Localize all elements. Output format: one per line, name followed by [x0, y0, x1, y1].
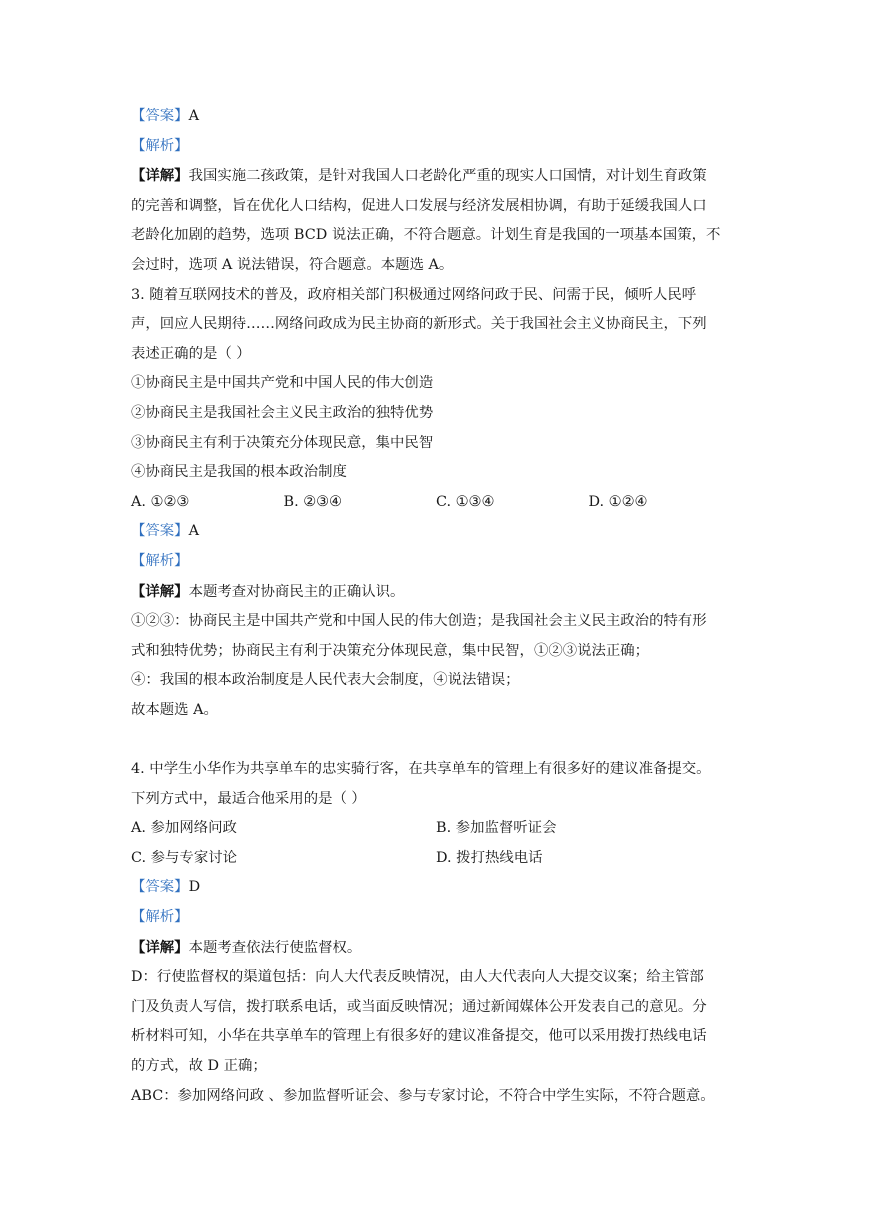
- answer-tag: 【答案】: [131, 108, 189, 124]
- q3-option-d: D. ①②④: [588, 493, 648, 510]
- q2-detail-line-3: 老龄化加剧的趋势，选项 BCD 说法正确，不符合题意。计划生育是我国的一项基本国策，不: [131, 227, 721, 244]
- q3-statement-2: ②协商民主是我国社会主义民主政治的独特优势: [131, 404, 434, 421]
- detail-tag: 【详解】: [131, 582, 189, 600]
- q3-option-a: A. ①②③: [131, 493, 190, 510]
- q3-option-c: C. ①③④: [436, 493, 495, 510]
- q2-analysis-tag: 【解析】: [131, 137, 189, 154]
- q3-statement-1: ①协商民主是中国共产党和中国人民的伟大创造: [131, 375, 434, 392]
- answer-value: A: [188, 523, 199, 540]
- answer-value: A: [188, 108, 199, 124]
- q4-options-row-2: [131, 844, 741, 874]
- q3-detail-line-1: 【详解】本题考查对协商民主的正确认识。: [131, 582, 405, 600]
- q4-detail-line-1: 【详解】本题考查依法行使监督权。: [131, 938, 362, 956]
- q4-detail-line-4: 析材料可知，小华在共享单车的管理上有很多好的建议准备提交，他可以采用拨打热线电话: [131, 1028, 707, 1045]
- q2-detail-line-1: 【详解】我国实施二孩政策，是针对我国人口老龄化严重的现实人口国情，对计划生育政策: [131, 167, 707, 185]
- q3-detail-line-3: 式和独特优势；协商民主有利于决策充分体现民意，集中民智，①②③说法正确；: [131, 642, 650, 659]
- answer-tag: 【答案】: [131, 879, 189, 896]
- q3-detail-line-5: 故本题选 A。: [131, 701, 218, 718]
- q4-analysis-tag: 【解析】: [131, 909, 189, 926]
- q4-option-a: A. 参加网络问政: [131, 820, 237, 837]
- q4-stem-line-1: 4. 中学生小华作为共享单车的忠实骑行客，在共享单车的管理上有很多好的建议准备提交。: [131, 761, 711, 778]
- detail-tag: 【详解】: [131, 167, 189, 185]
- q3-stem-line-1: 3. 随着互联网技术的普及，政府相关部门积极通过网络问政于民、问需于民，倾听人民呼: [131, 286, 697, 303]
- q4-options-row-1: [131, 814, 741, 844]
- q4-detail-line-3: 门及负责人写信，拨打联系电话，或当面反映情况；通过新闻媒体公开发表自己的意见。分: [131, 998, 707, 1015]
- detail-tag: 【详解】: [131, 938, 189, 956]
- q4-option-c: C. 参与专家讨论: [131, 849, 237, 866]
- q4-stem-line-2: 下列方式中，最适合他采用的是（ ）: [131, 790, 366, 807]
- q4-detail-line-6: ABC：参加网络问政 、参加监督听证会、参与专家讨论，不符合中学生实际，不符合题意。: [131, 1087, 715, 1104]
- answer-value: D: [188, 879, 201, 896]
- q3-option-b: B. ②③④: [283, 493, 342, 510]
- q4-answer-line: [131, 873, 741, 903]
- q4-detail-line-5: 的方式，故 D 正确；: [131, 1058, 267, 1074]
- q4-option-b: B. 参加监督听证会: [436, 820, 557, 837]
- q4-detail-line-2: D：行使监督权的渠道包括：向人大代表反映情况，由人大代表向人大提交议案；给主管部: [131, 969, 704, 986]
- q3-statement-4: ④协商民主是我国的根本政治制度: [131, 464, 347, 481]
- q4-option-d: D. 拨打热线电话: [436, 849, 543, 866]
- q3-statement-3: ③协商民主有利于决策充分体现民意，集中民智: [131, 434, 434, 451]
- q3-answer-line: [131, 517, 741, 547]
- q2-detail-line-2: 的完善和调整，旨在优化人口结构，促进人口发展与经济发展相协调，有助于延缓我国人口: [131, 197, 707, 214]
- q3-stem-line-3: 表述正确的是（ ）: [131, 345, 251, 362]
- q3-options: [131, 488, 741, 518]
- document-page: [131, 102, 741, 1111]
- q3-detail-line-4: ④：我国的根本政治制度是人民代表大会制度，④说法错误；: [131, 672, 520, 689]
- spacer: [131, 725, 741, 755]
- q2-answer-line: [131, 102, 741, 132]
- q2-detail-line-4: 会过时，选项 A 说法错误，符合题意。本题选 A。: [131, 256, 454, 273]
- answer-tag: 【答案】: [131, 523, 189, 540]
- q3-detail-line-2: ①②③：协商民主是中国共产党和中国人民的伟大创造；是我国社会主义民主政治的特有形: [131, 613, 707, 630]
- q3-stem-line-2: 声，回应人民期待……网络问政成为民主协商的新形式。关于我国社会主义协商民主，下列: [131, 316, 707, 333]
- q3-analysis-tag: 【解析】: [131, 552, 189, 569]
